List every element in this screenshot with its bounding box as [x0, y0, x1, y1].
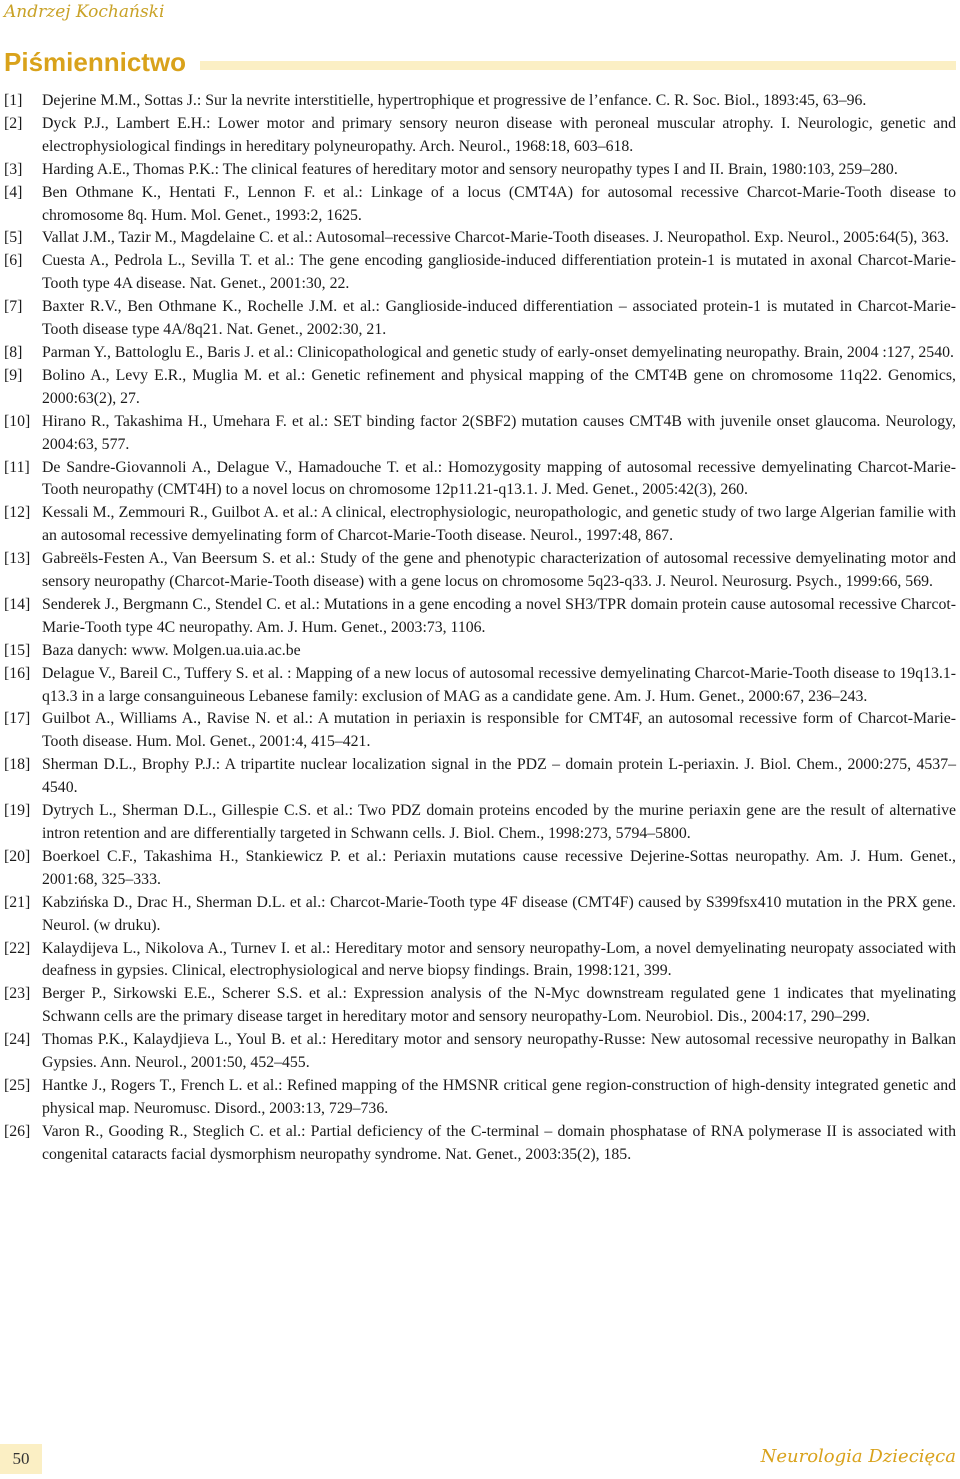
reference-number: [17] — [4, 710, 31, 728]
reference-number: [26] — [4, 1122, 31, 1140]
reference-item — [4, 1075, 956, 1121]
reference-text: Vallat J.M., Tazir M., Magdelaine C. et al.: Autosomal–recessive Charcot-Marie-Tooth diseases. J. Neuropathol. Exp. Neurol., 2005:64(5), 363. — [42, 229, 949, 247]
reference-text: Kalaydijeva L., Nikolova A., Turnev I. et al.: Hereditary motor and sensory neuropathy-Lom, a novel demyelinating neuropaty associated with deafness in gypsies. Clinical, electrophysiological and nerve biopsy findings. Brain, 1998:121, 399. — [42, 939, 956, 980]
reference-item — [4, 502, 956, 548]
section-header — [4, 46, 956, 78]
reference-number: [10] — [4, 412, 31, 430]
reference-text: Thomas P.K., Kalaydjieva L., Youl B. et al.: Hereditary motor and sensory neuropathy-Russe: New autosomal recessive neuropathy in Balkan Gypsies. Ann. Neurol., 2001:50, 452–455. — [42, 1031, 956, 1072]
reference-text: Berger P., Sirkowski E.E., Scherer S.S. et al.: Expression analysis of the N-Myc downstream regulated gene 1 indicates that myelinating Schwann cells are the primary disease target in hereditary motor and sensory neuropathy-Lom. Neurobiol. Dis., 2004:17, 290–299. — [42, 985, 956, 1026]
reference-text: Bolino A., Levy E.R., Muglia M. et al.: Genetic refinement and physical mapping of the CMT4B gene on chromosome 11q22. Genomics, 2000:63(2), 27. — [42, 366, 956, 407]
reference-text: Cuesta A., Pedrola L., Sevilla T. et al.: The gene encoding ganglioside-induced differentiation protein-1 is mutated in axonal Charcot-Marie-Tooth type 4A disease. Nat. Genet., 2001:30, 22. — [42, 252, 956, 293]
reference-number: [23] — [4, 985, 31, 1003]
reference-number: [5] — [4, 229, 23, 247]
reference-number: [15] — [4, 641, 31, 659]
reference-item — [4, 892, 956, 938]
reference-number: [14] — [4, 595, 31, 613]
reference-text: Hirano R., Takashima H., Umehara F. et al.: SET binding factor 2(SBF2) mutation causes CMT4B with juvenile onset glaucoma. Neurology, 2004:63, 577. — [42, 412, 956, 453]
reference-text: Varon R., Gooding R., Steglich C. et al.: Partial deficiency of the C-terminal – domain phosphatase of RNA polymerase II is associated with congenital cataracts facial dysmorphism neuropathy syndrome. Nat. Genet., 2003:35(2), 185. — [42, 1122, 956, 1163]
reference-text: Guilbot A., Williams A., Ravise N. et al.: A mutation in periaxin is responsible for CMT4F, an autosomal recessive form of Charcot-Marie-Tooth disease. Hum. Mol. Genet., 2001:4, 415–421. — [42, 710, 956, 751]
reference-text: Parman Y., Battologlu E., Baris J. et al.: Clinicopathological and genetic study of early-onset demyelinating neuropathy. Brain, 2004 :127, 2540. — [42, 343, 954, 361]
reference-item — [4, 938, 956, 984]
reference-item — [4, 754, 956, 800]
reference-item — [4, 548, 956, 594]
reference-item — [4, 594, 956, 640]
reference-number: [13] — [4, 550, 31, 568]
reference-number: [7] — [4, 298, 23, 316]
reference-number: [16] — [4, 664, 31, 682]
reference-text: De Sandre-Giovannoli A., Delague V., Hamadouche T. et al.: Homozygosity mapping of autosomal recessive demyelinating Charcot-Marie-Tooth neuropathy (CMT4H) to a novel locus on chromosome 12p11.21-q13.1. J. Med. Genet., 2005:42(3), 260. — [42, 458, 956, 499]
reference-item — [4, 113, 956, 159]
running-head-author: Andrzej Kochański — [4, 2, 165, 22]
reference-text: Baza danych: www. Molgen.ua.uia.ac.be — [42, 641, 301, 659]
reference-number: [12] — [4, 504, 31, 522]
reference-text: Dyck P.J., Lambert E.H.: Lower motor and primary sensory neuron disease with peroneal muscular atrophy. I. Neurologic, genetic and electrophysiological findings in hereditary polyneuropathy. Arch. Neurol., 1968:18, 603–618. — [42, 114, 956, 155]
reference-text: Gabreëls-Festen A., Van Beersum S. et al.: Study of the gene and phenotypic characterization of autosomal recessive demyelinating motor and sensory neuropathy (Charcot-Marie-Tooth disease) with a gene locus on chromosome 5q23-q33. J. Neurol. Neurosurg. Psych., 1999:66, 569. — [42, 550, 956, 591]
reference-number: [3] — [4, 160, 23, 178]
reference-item — [4, 250, 956, 296]
reference-number: [21] — [4, 893, 31, 911]
reference-text: Harding A.E., Thomas P.K.: The clinical features of hereditary motor and sensory neuropathy types I and II. Brain, 1980:103, 259–280. — [42, 160, 898, 178]
reference-number: [8] — [4, 343, 23, 361]
reference-item — [4, 708, 956, 754]
page-number: 50 — [0, 1444, 42, 1474]
reference-item — [4, 983, 956, 1029]
reference-number: [1] — [4, 92, 23, 109]
reference-text: Dytrych L., Sherman D.L., Gillespie C.S. et al.: Two PDZ domain proteins encoded by the murine periaxin gene are the result of alternative intron retention and are differentially targeted in Schwann cells. J. Biol. Chem., 1998:273, 5794–5800. — [42, 802, 956, 842]
reference-list — [4, 90, 956, 1167]
reference-item — [4, 411, 956, 457]
reference-number: [19] — [4, 802, 31, 820]
reference-text: Senderek J., Bergmann C., Stendel C. et al.: Mutations in a gene encoding a novel SH3/TPR domain protein cause autosomal recessive Charcot-Marie-Tooth type 4C neuropathy. Am. J. Hum. Genet., 2003:73, 1106. — [42, 595, 956, 636]
reference-number: [18] — [4, 756, 31, 774]
reference-item — [4, 640, 956, 663]
reference-number: [9] — [4, 366, 23, 384]
reference-item — [4, 365, 956, 411]
reference-text: Delague V., Bareil C., Tuffery S. et al. : Mapping of a new locus of autosomal recessive demyelinating Charcot-Marie-Tooth disease to 19q13.1-q13.3 in a large consanguineous Lebanese family: exclusion of MAG as a candidate gene. Am. J. Hum. Genet., 2000:67, 236–243. — [42, 664, 956, 705]
reference-text: Boerkoel C.F., Takashima H., Stankiewicz P. et al.: Periaxin mutations cause recessive Dejerine-Sottas neuropathy. Am. J. Hum. Genet., 2001:68, 325–333. — [42, 847, 956, 888]
reference-item — [4, 342, 956, 365]
reference-number: [25] — [4, 1076, 31, 1094]
reference-item — [4, 1121, 956, 1167]
reference-text: Baxter R.V., Ben Othmane K., Rochelle J.M. et al.: Ganglioside-induced differentiation – associated protein-1 is mutated in Charcot-Marie-Tooth disease type 4A/8q21. Nat. Genet., 2002:30, 21. — [42, 298, 956, 339]
reference-item — [4, 227, 956, 250]
section-title: Piśmiennictwo — [4, 46, 187, 77]
journal-name: Neurologia Dziecięca — [760, 1446, 956, 1467]
reference-text: Ben Othmane K., Hentati F., Lennon F. et al.: Linkage of a locus (CMT4A) for autosomal recessive Charcot-Marie-Tooth disease to chromosome 8q. Hum. Mol. Genet., 1993:2, 1625. — [42, 183, 956, 224]
reference-text: Kabzińska D., Drac H., Sherman D.L. et al.: Charcot-Marie-Tooth type 4F disease (CMT4F) caused by S399fsx410 mutation in the PRX gene. Neurol. (w druku). — [42, 893, 956, 934]
reference-item — [4, 90, 956, 113]
reference-text: Kessali M., Zemmouri R., Guilbot A. et al.: A clinical, electrophysiologic, neuropathologic, and genetic study of two large Algerian familie with an autosomal recessive demyelinating form of Charcot-Marie-Tooth disease. Neurol., 1997:48, 867. — [42, 504, 956, 545]
reference-number: [4] — [4, 183, 23, 201]
reference-number: [24] — [4, 1031, 31, 1049]
reference-number: [11] — [4, 458, 30, 476]
reference-item — [4, 159, 956, 182]
reference-item — [4, 296, 956, 342]
reference-text: Hantke J., Rogers T., French L. et al.: Refined mapping of the HMSNR critical gene region-construction of high-density integrated genetic and physical map. Neuromusc. Disord., 2003:13, 729–736. — [42, 1076, 956, 1117]
reference-item — [4, 457, 956, 503]
reference-number: [6] — [4, 252, 23, 270]
section-rule — [200, 61, 956, 70]
reference-number: [20] — [4, 847, 31, 865]
reference-item — [4, 800, 956, 846]
reference-text: Sherman D.L., Brophy P.J.: A tripartite nuclear localization signal in the PDZ – domain protein L-periaxin. J. Biol. Chem., 2000:275, 4537–4540. — [42, 756, 956, 797]
reference-text: Dejerine M.M., Sottas J.: Sur la nevrite interstitielle, hypertrophique et progressive de l’enfance. C. R. Soc. Biol., 1893:45, 63–96. — [42, 92, 867, 109]
reference-item — [4, 846, 956, 892]
reference-item — [4, 663, 956, 709]
reference-number: [22] — [4, 939, 31, 957]
reference-item — [4, 182, 956, 228]
reference-item — [4, 1029, 956, 1075]
reference-number: [2] — [4, 114, 23, 132]
